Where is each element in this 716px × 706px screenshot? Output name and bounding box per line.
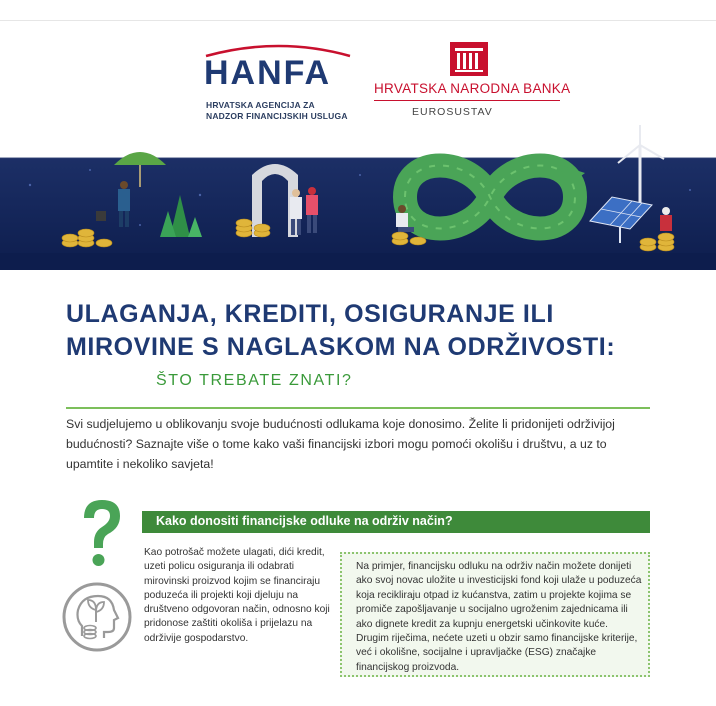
hanfa-logo bbox=[204, 40, 354, 120]
consumer-paragraph: Kao potrošač možete ulagati, dići kredit, uzeti policu osiguranja ili odabrati mirovinski proizvod kojim se financiraju poduzeća ili projekti koji djeluju na društveno odgovoran način, odnosno koji pridonose zaštiti okoliša i prijelazu na održivije gospodarstvo. bbox=[144, 547, 330, 644]
top-divider bbox=[0, 20, 716, 21]
plant-coins-head-icon bbox=[60, 580, 134, 654]
hnb-tagline: EUROSUSTAV bbox=[412, 106, 493, 118]
hnb-logo bbox=[374, 40, 571, 120]
section-header bbox=[142, 511, 650, 533]
hanfa-wordmark: HANFA bbox=[204, 54, 332, 92]
title-line-2: MIROVINE S NAGLASKOM NA ODRŽIVOSTI: bbox=[66, 333, 616, 361]
title-line-1: ULAGANJA, KREDITI, OSIGURANJE ILI bbox=[66, 300, 554, 328]
hanfa-subtitle bbox=[206, 100, 348, 122]
question-mark-icon bbox=[72, 496, 132, 570]
sustainability-banner bbox=[0, 125, 716, 270]
example-box bbox=[340, 552, 650, 677]
hnb-underline bbox=[374, 100, 560, 101]
hanfa-subtitle-line1: HRVATSKA AGENCIJA ZA bbox=[206, 100, 315, 110]
hnb-columns-icon bbox=[450, 42, 488, 76]
example-paragraph: Na primjer, financijsku odluku na održiv način možete donijeti ako svoj novac uložite u investicijski fond koji ulaže u poduzeća koja recikliraju otpad iz kućanstva, zatim u projekte kojima se promiče zapošljavanje u socijalno ugroženim zajednicama ili ako dignete kredit za kupnju energetski učinkovite kuće. Drugim riječima, nećete uzeti u obzir samo financijske kriterije, već i okolišne, socijalne i upravljačke (ESG) značajke financijskog proizvoda. bbox=[356, 561, 642, 673]
intro-paragraph: Svi sudjelujemo u oblikovanju svoje budućnosti odlukama koje donosimo. Želite li pridonijeti održivijoj budućnosti? Saznajte više o tome kako vaši financijski izbori mogu pomoći okolišu i društvu, a uz to upamtite i nekoliko savjeta! bbox=[66, 417, 615, 471]
hanfa-subtitle-line2: NADZOR FINANCIJSKIH USLUGA bbox=[206, 111, 348, 121]
page-subtitle: ŠTO TREBATE ZNATI? bbox=[156, 372, 353, 389]
page-title bbox=[66, 298, 686, 364]
title-divider bbox=[66, 407, 650, 409]
hnb-name: HRVATSKA NARODNA BANKA bbox=[374, 81, 571, 96]
section-title: Kako donositi financijske odluke na održiv način? bbox=[156, 514, 453, 528]
